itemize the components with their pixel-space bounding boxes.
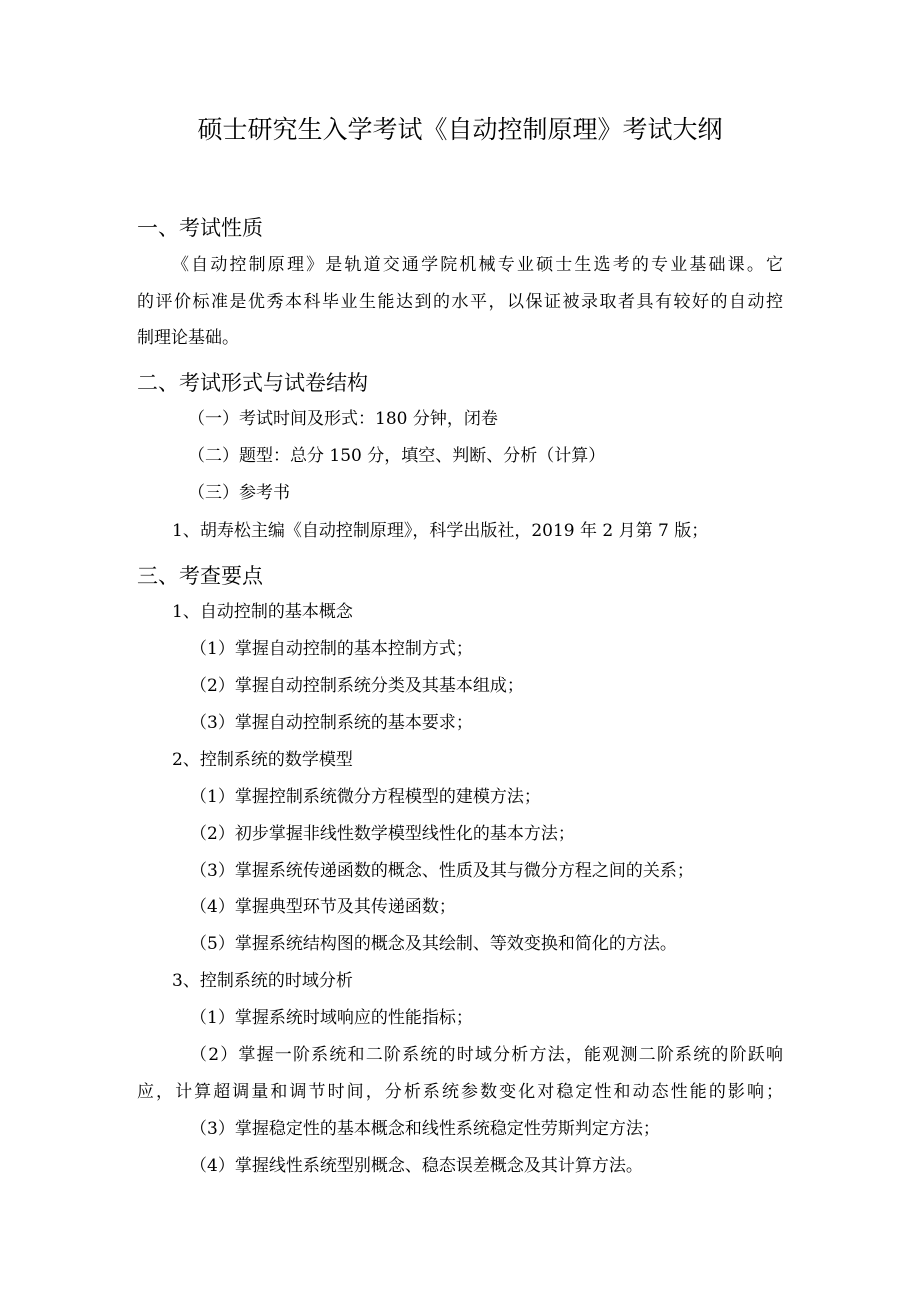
topic-point: （3）掌握系统传递函数的概念、性质及其与微分方程之间的关系； <box>190 861 694 881</box>
section-1-paragraph-line: 制理论基础。 <box>137 328 239 348</box>
topic-point: （1）掌握控制系统微分方程模型的建模方法； <box>190 787 541 807</box>
topic-title: 1、自动控制的基本概念 <box>172 602 353 622</box>
topic-point: （2）初步掌握非线性数学模型线性化的基本方法； <box>190 824 575 844</box>
topic-point: （4）掌握线性系统型别概念、稳态误差概念及其计算方法。 <box>190 1156 643 1176</box>
exam-format-item: （一）考试时间及形式：180 分钟，闭卷 <box>188 409 498 429</box>
section-1-heading: 一、考试性质 <box>137 216 263 240</box>
section-3-heading: 三、考查要点 <box>137 564 263 588</box>
topic-point: （4）掌握典型环节及其传递函数； <box>190 897 456 917</box>
section-1-paragraph-line: 的评价标准是优秀本科毕业生能达到的水平，以保证被录取者具有较好的自动控 <box>137 292 783 312</box>
topic-point: （2）掌握一阶系统和二阶系统的时域分析方法，能观测二阶系统的阶跃响 <box>190 1045 783 1065</box>
topic-point: （2）掌握自动控制系统分类及其基本组成； <box>190 676 524 696</box>
topic-point-continuation: 应，计算超调量和调节时间，分析系统参数变化对稳定性和动态性能的影响； <box>137 1082 783 1102</box>
exam-format-item: （三）参考书 <box>188 483 290 503</box>
topic-point: （3）掌握自动控制系统的基本要求； <box>190 713 473 733</box>
topic-point: （5）掌握系统结构图的概念及其绘制、等效变换和简化的方法。 <box>190 934 677 954</box>
section-1-paragraph-line: 《自动控制原理》是轨道交通学院机械专业硕士生选考的专业基础课。它 <box>172 255 783 275</box>
topic-title: 3、控制系统的时域分析 <box>172 971 353 991</box>
section-2-heading: 二、考试形式与试卷结构 <box>137 371 368 395</box>
reference-book: 1、胡寿松主编《自动控制原理》，科学出版社，2019 年 2 月第 7 版； <box>172 521 709 541</box>
topic-point: （3）掌握稳定性的基本概念和线性系统稳定性劳斯判定方法； <box>190 1119 660 1139</box>
topic-point: （1）掌握自动控制的基本控制方式； <box>190 639 473 659</box>
topic-point: （1）掌握系统时域响应的性能指标； <box>190 1008 473 1028</box>
page-title: 硕士研究生入学考试《自动控制原理》考试大纲 <box>197 115 723 144</box>
exam-format-item: （二）题型：总分 150 分，填空、判断、分析（计算） <box>188 446 606 466</box>
topic-title: 2、控制系统的数学模型 <box>172 750 353 770</box>
